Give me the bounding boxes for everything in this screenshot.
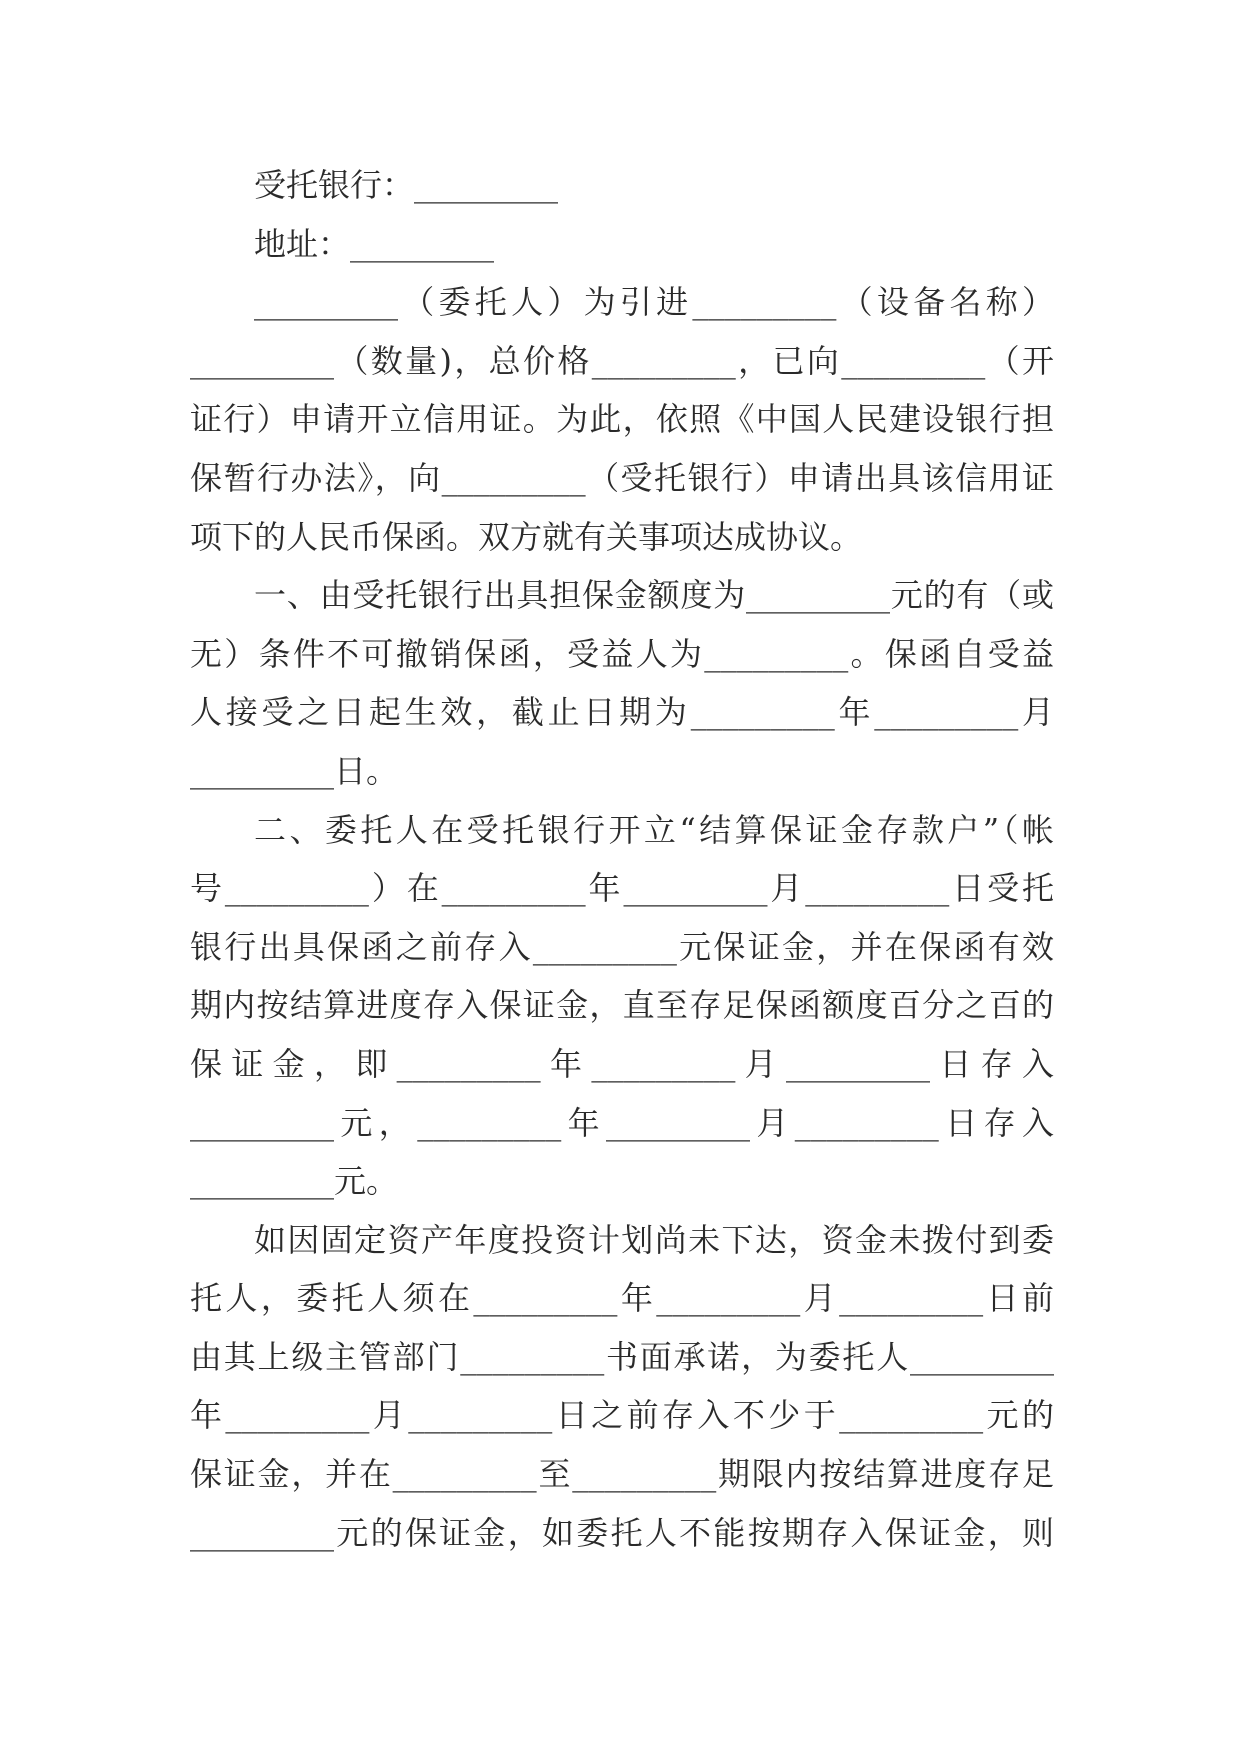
text-line: 证行）申请开立信用证。为此，依照《中国人民建设银行担 <box>190 400 1054 439</box>
paragraph-preamble <box>190 273 1054 566</box>
text-line: _________（委托人）为引进_________（设备名称） <box>254 283 1054 322</box>
entrusted-bank-line: 受托银行：_________ <box>254 166 559 204</box>
text-line: _________日。 <box>190 751 399 790</box>
text-line: _________元，_________年_________月_________日存入 <box>190 1103 1054 1142</box>
text-line: 号_________）在_________年_________月_________日受托 <box>190 869 1054 908</box>
text-line: _________元的保证金，如委托人不能按期存入保证金，则 <box>190 1513 1054 1552</box>
text-line: 一、由受托银行出具担保金额度为_________元的有（或 <box>254 576 1054 615</box>
text-line: 年_________月_________日之前存入不少于_________元的 <box>190 1396 1054 1435</box>
text-line: 银行出具保函之前存入_________元保证金，并在保函有效 <box>190 927 1054 966</box>
text-line: 期内按结算进度存入保证金，直至存足保函额度百分之百的 <box>190 986 1054 1025</box>
text-line: 保暂行办法》，向_________（受托银行）申请出具该信用证 <box>190 458 1054 497</box>
paragraph-entrusted-bank <box>190 156 1054 215</box>
text-line: 保证金，并在_________至_________期限内按结算进度存足 <box>190 1455 1054 1494</box>
text-line: 由其上级主管部门_________书面承诺，为委托人_________ <box>190 1337 1054 1376</box>
text-line: 人接受之日起生效，截止日期为_________年_________月 <box>190 693 1054 732</box>
paragraph-clause-2 <box>190 801 1054 1211</box>
paragraph-contingency <box>190 1211 1054 1563</box>
text-line: 托人，委托人须在_________年_________月_________日前 <box>190 1279 1054 1318</box>
text-line: _________（数量)，总价格_________，已向_________（开 <box>190 341 1054 380</box>
address-line: 地址：_________ <box>254 224 495 263</box>
text-line: _________元。 <box>190 1162 399 1201</box>
text-line: 项下的人民币保函。双方就有关事项达成协议。 <box>190 517 863 556</box>
text-line: 二、委托人在受托银行开立“结算保证金存款户”（帐 <box>254 810 1054 849</box>
text-line: 保证金，即_________年_________月_________日存入 <box>190 1044 1054 1083</box>
paragraph-clause-1 <box>190 566 1054 800</box>
paragraph-address <box>190 215 1054 274</box>
text-line: 无）条件不可撤销保函，受益人为_________。保函自受益 <box>190 634 1054 673</box>
text-line: 如因固定资产年度投资计划尚未下达，资金未拨付到委 <box>254 1220 1054 1259</box>
